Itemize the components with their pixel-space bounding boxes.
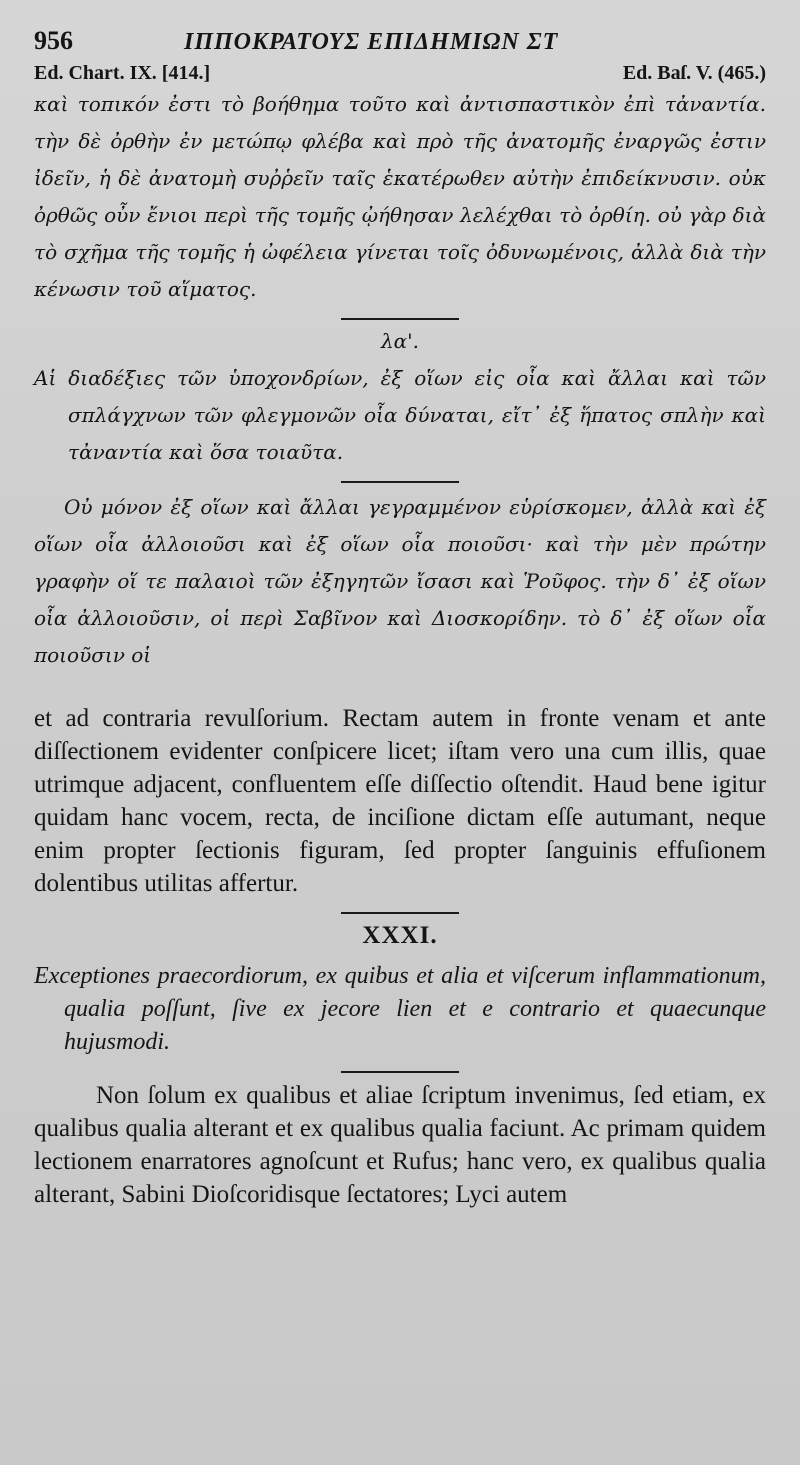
section-divider xyxy=(341,318,459,320)
greek-paragraph-2: Οὐ μόνον ἐξ οἵων καὶ ἄλλαι γεγραμμένον εὑρίσκομεν, ἀλλὰ καὶ ἐξ οἵων οἷα ἀλλοιοῦσι καὶ ἐξ οἵων οἷα ποιοῦσι· καὶ τὴν μὲν πρώτην γραφὴν οἵ τε παλαιοὶ τῶν ἐξηγητῶν ἴσασι καὶ Ῥοῦφος. τὴν δ᾽ ἐξ οἵων οἷα ἀλλοιοῦσιν, οἱ περὶ Σαβῖνον καὶ Διοσκορίδην. τὸ δ᾽ ἐξ οἵων οἷα ποιοῦσιν οἱ xyxy=(34,495,766,667)
greek-paragraph-1: καὶ τοπικόν ἐστι τὸ βοήθημα τοῦτο καὶ ἀντισπαστικὸν ἐπὶ τἀναντία. τὴν δὲ ὀρθὴν ἐν μετώπῳ φλέβα καὶ πρὸ τῆς ἀνατομῆς ἐναργῶς ἐστιν ἰδεῖν, ἡ δὲ ἀνατομὴ συῤῥεῖν ταῖς ἑκατέρωθεν αὐτὴν ἐπιδείκνυσιν. οὐκ ὀρθῶς οὖν ἔνιοι περὶ τῆς τομῆς ᾠήθησαν λελέχθαι τὸ ὀρθίη. οὐ γὰρ διὰ τὸ σχῆμα τῆς τομῆς ἡ ὠφέλεια γίνεται τοῖς ὀδυνωμένοις, ἀλλὰ διὰ τὴν κένωσιν τοῦ αἵματος. xyxy=(34,92,766,301)
latin-paragraph-2: Non ſolum ex qualibus et aliae ſcriptum invenimus, ſed etiam, ex qualibus qualia alterant et ex qualibus qualia faciunt. Ac primam quidem lectionem enarratores agnoſcunt et Rufus; hanc vero, ex qualibus qualia alterant, Sabini Dioſcoridisque ſectatores; Lyci autem xyxy=(34,1082,766,1208)
section-divider xyxy=(341,1071,459,1073)
greek-chapter-number: λα'. xyxy=(380,329,420,353)
latin-paragraph-1: et ad contraria revulſorium. Rectam autem in fronte venam et ante diſſectionem evidenter conſpicere licet; iſtam vero una cum illis, quae utrimque adjacent, confluentem eſſe diſſectio oſtendit. Haud bene igitur quidam hanc vocem, recta, de inciſione dictam eſſe autumant, neque enim propter ſectionis figuram, ſed propter ſanguinis effuſionem dolentibus utilitas affertur. xyxy=(34,705,766,897)
latin-summary: Exceptiones praecordiorum, ex quibus et alia et viſcerum inflammationum, qualia poſſunt, ſive ex jecore lien et e contrario et quaecunque hujusmodi. xyxy=(34,963,766,1055)
page-header xyxy=(34,26,766,56)
section-divider xyxy=(341,912,459,914)
latin-chapter-number: XXXI. xyxy=(362,922,438,949)
edition-references xyxy=(34,62,766,86)
section-divider xyxy=(341,481,459,483)
edition-left: Ed. Chart. IX. [414.] xyxy=(34,62,211,84)
running-title: ΙΠΠΟΚΡΑΤΟΥΣ ΕΠΙΔΗΜΙΩΝ ΣΤ xyxy=(184,29,559,55)
page-number: 956 xyxy=(34,26,73,55)
spacer xyxy=(34,674,766,702)
edition-right: Ed. Baſ. V. (465.) xyxy=(622,62,766,84)
greek-aphorism: Αἱ διαδέξιες τῶν ὑποχονδρίων, ἐξ οἵων εἰς οἷα καὶ ἄλλαι καὶ τῶν σπλάγχνων τῶν φλεγμονῶν οἷα δύναται, εἴτ᾽ ἐξ ἥπατος σπλὴν καὶ τἀναντία καὶ ὅσα τοιαῦτα. xyxy=(34,366,766,464)
